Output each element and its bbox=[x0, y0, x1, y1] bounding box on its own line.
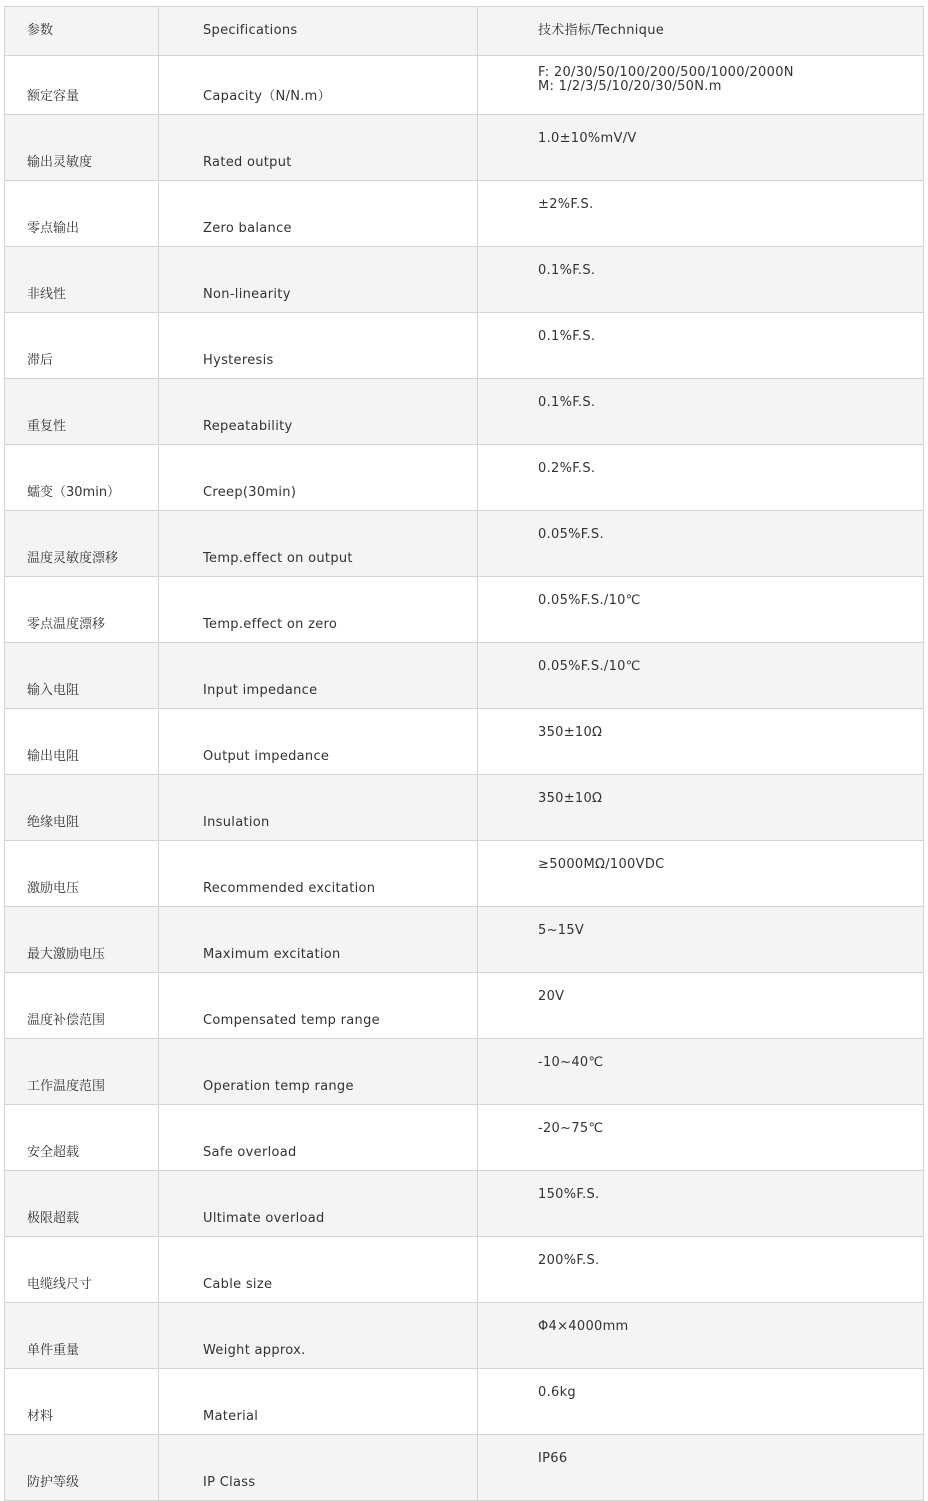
table-row bbox=[5, 56, 924, 115]
technique-value-cell bbox=[478, 313, 924, 379]
table-row bbox=[5, 577, 924, 643]
parameter-cn-cell: 温度补偿范围 bbox=[5, 973, 159, 1039]
table-row bbox=[5, 1435, 924, 1501]
table-row bbox=[5, 775, 924, 841]
table-row bbox=[5, 511, 924, 577]
parameter-cn-cell: 输入电阻 bbox=[5, 643, 159, 709]
technique-value-cell bbox=[478, 643, 924, 709]
specifications-table bbox=[4, 6, 924, 1501]
technique-value-cell bbox=[478, 56, 924, 115]
specification-cell: Maximum excitation bbox=[159, 907, 478, 973]
technique-value-line: Φ4×4000mm bbox=[538, 1319, 629, 1334]
table-row bbox=[5, 841, 924, 907]
technique-value-line: 0.05%F.S./10℃ bbox=[538, 659, 641, 674]
specification-cell: Input impedance bbox=[159, 643, 478, 709]
technique-value-line: 150%F.S. bbox=[538, 1187, 600, 1202]
parameter-cn-cell: 非线性 bbox=[5, 247, 159, 313]
technique-value-cell bbox=[478, 841, 924, 907]
parameter-cn-cell: 绝缘电阻 bbox=[5, 775, 159, 841]
technique-value-cell bbox=[478, 511, 924, 577]
specification-cell: Output impedance bbox=[159, 709, 478, 775]
technique-value-line: ±2%F.S. bbox=[538, 197, 594, 212]
technique-value-cell bbox=[478, 1171, 924, 1237]
technique-value-cell bbox=[478, 973, 924, 1039]
table-row bbox=[5, 1369, 924, 1435]
technique-value-cell bbox=[478, 709, 924, 775]
table-row bbox=[5, 643, 924, 709]
technique-value-line: -20~75℃ bbox=[538, 1121, 604, 1136]
technique-value-line: 350±10Ω bbox=[538, 791, 603, 806]
technique-value-cell bbox=[478, 1303, 924, 1369]
specification-cell: IP Class bbox=[159, 1435, 478, 1501]
specification-cell: Material bbox=[159, 1369, 478, 1435]
technique-value-line: 0.6kg bbox=[538, 1385, 576, 1400]
specifications-table-body bbox=[5, 7, 924, 1501]
table-row bbox=[5, 313, 924, 379]
table-row bbox=[5, 709, 924, 775]
specification-cell: Rated output bbox=[159, 115, 478, 181]
technique-value-line: M: 1/2/3/5/10/20/30/50N.m bbox=[538, 79, 722, 94]
specification-cell: Temp.effect on output bbox=[159, 511, 478, 577]
table-row bbox=[5, 1171, 924, 1237]
technique-value-cell bbox=[478, 1369, 924, 1435]
parameter-cn-cell: 滞后 bbox=[5, 313, 159, 379]
technique-value-cell bbox=[478, 907, 924, 973]
specification-cell: Ultimate overload bbox=[159, 1171, 478, 1237]
specification-cell: Insulation bbox=[159, 775, 478, 841]
parameter-cn-cell: 温度灵敏度漂移 bbox=[5, 511, 159, 577]
technique-value-line: 0.2%F.S. bbox=[538, 461, 596, 476]
parameter-cn-cell: 蠕变（30min） bbox=[5, 445, 159, 511]
technique-value-cell bbox=[478, 1237, 924, 1303]
table-row bbox=[5, 907, 924, 973]
parameter-cn-cell: 工作温度范围 bbox=[5, 1039, 159, 1105]
header-specifications: Specifications bbox=[159, 7, 478, 56]
header-parameter-cn: 参数 bbox=[5, 7, 159, 56]
technique-value-cell bbox=[478, 379, 924, 445]
parameter-cn-cell: 电缆线尺寸 bbox=[5, 1237, 159, 1303]
table-row bbox=[5, 1237, 924, 1303]
technique-value-line: 20V bbox=[538, 989, 565, 1004]
technique-value-line: 350±10Ω bbox=[538, 725, 603, 740]
table-row bbox=[5, 973, 924, 1039]
technique-value-line: 5~15V bbox=[538, 923, 585, 938]
table-row bbox=[5, 445, 924, 511]
technique-value-line: 0.1%F.S. bbox=[538, 263, 596, 278]
technique-value-cell bbox=[478, 1435, 924, 1501]
parameter-cn-cell: 材料 bbox=[5, 1369, 159, 1435]
parameter-cn-cell: 极限超载 bbox=[5, 1171, 159, 1237]
specification-cell: Zero balance bbox=[159, 181, 478, 247]
parameter-cn-cell: 安全超载 bbox=[5, 1105, 159, 1171]
technique-value-line: ≥5000MΩ/100VDC bbox=[538, 857, 665, 872]
specification-cell: Hysteresis bbox=[159, 313, 478, 379]
parameter-cn-cell: 输出灵敏度 bbox=[5, 115, 159, 181]
specification-cell: Cable size bbox=[159, 1237, 478, 1303]
technique-value-line: IP66 bbox=[538, 1451, 568, 1466]
parameter-cn-cell: 防护等级 bbox=[5, 1435, 159, 1501]
technique-value-cell bbox=[478, 181, 924, 247]
specification-cell: Non-linearity bbox=[159, 247, 478, 313]
table-row bbox=[5, 247, 924, 313]
technique-value-cell bbox=[478, 445, 924, 511]
parameter-cn-cell: 单件重量 bbox=[5, 1303, 159, 1369]
parameter-cn-cell: 输出电阻 bbox=[5, 709, 159, 775]
technique-value-line: 1.0±10%mV/V bbox=[538, 131, 637, 146]
specification-cell: Recommended excitation bbox=[159, 841, 478, 907]
parameter-cn-cell: 额定容量 bbox=[5, 56, 159, 115]
technique-value-line: 0.1%F.S. bbox=[538, 395, 596, 410]
technique-value-cell bbox=[478, 247, 924, 313]
table-row bbox=[5, 181, 924, 247]
technique-value-line: 200%F.S. bbox=[538, 1253, 600, 1268]
specification-cell: Weight approx. bbox=[159, 1303, 478, 1369]
technique-value-cell bbox=[478, 577, 924, 643]
specification-cell: Capacity（N/N.m） bbox=[159, 56, 478, 115]
technique-value-line: 0.1%F.S. bbox=[538, 329, 596, 344]
table-header-row bbox=[5, 7, 924, 56]
specification-cell: Safe overload bbox=[159, 1105, 478, 1171]
technique-value-line: 0.05%F.S./10℃ bbox=[538, 593, 641, 608]
header-technique: 技术指标/Technique bbox=[478, 7, 924, 56]
table-row bbox=[5, 1039, 924, 1105]
specification-cell: Compensated temp range bbox=[159, 973, 478, 1039]
technique-value-cell bbox=[478, 115, 924, 181]
table-row bbox=[5, 1105, 924, 1171]
technique-value-cell bbox=[478, 1105, 924, 1171]
table-row bbox=[5, 379, 924, 445]
specification-cell: Creep(30min) bbox=[159, 445, 478, 511]
technique-value-line: 0.05%F.S. bbox=[538, 527, 604, 542]
parameter-cn-cell: 零点输出 bbox=[5, 181, 159, 247]
technique-value-cell bbox=[478, 1039, 924, 1105]
parameter-cn-cell: 最大激励电压 bbox=[5, 907, 159, 973]
parameter-cn-cell: 激励电压 bbox=[5, 841, 159, 907]
specification-cell: Temp.effect on zero bbox=[159, 577, 478, 643]
technique-value-line: F: 20/30/50/100/200/500/1000/2000N bbox=[538, 65, 794, 80]
specification-cell: Repeatability bbox=[159, 379, 478, 445]
technique-value-line: -10~40℃ bbox=[538, 1055, 604, 1070]
table-row bbox=[5, 115, 924, 181]
parameter-cn-cell: 重复性 bbox=[5, 379, 159, 445]
parameter-cn-cell: 零点温度漂移 bbox=[5, 577, 159, 643]
technique-value-cell bbox=[478, 775, 924, 841]
table-row bbox=[5, 1303, 924, 1369]
specification-cell: Operation temp range bbox=[159, 1039, 478, 1105]
